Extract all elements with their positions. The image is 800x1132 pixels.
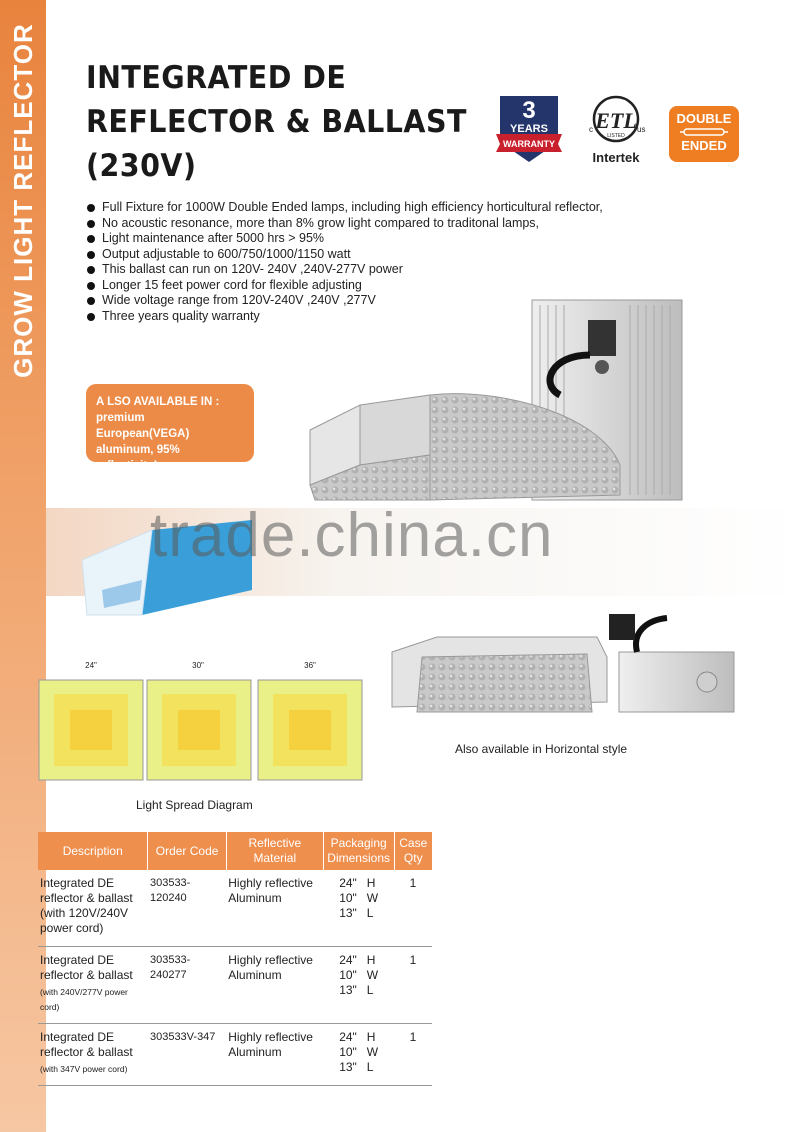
row-case-qty: 1 xyxy=(394,1024,432,1086)
warranty-number: 3 xyxy=(522,97,536,124)
vertical-fixture-image xyxy=(300,295,700,510)
promo-line-1: A LSO AVAILABLE IN : premium xyxy=(96,396,220,424)
feature-item: Longer 15 feet power cord for flexible adjusting xyxy=(86,278,603,294)
feature-item: Light maintenance after 5000 hrs > 95% xyxy=(86,231,603,247)
feature-item: No acoustic resonance, more than 8% grow light compared to traditonal lamps, xyxy=(86,216,603,232)
horizontal-style-caption: Also available in Horizontal style xyxy=(455,742,628,756)
double-ended-line-1: DOUBLE xyxy=(676,111,732,126)
table-row xyxy=(38,1024,432,1086)
row-order-code: 303533-120240 xyxy=(148,870,226,947)
header-order-code: Order Code xyxy=(148,832,226,870)
header-description: Description xyxy=(38,832,148,870)
row-description: Integrated DE reflector & ballast (with 240V/277V power cord) xyxy=(38,947,148,1024)
row-case-qty: 1 xyxy=(394,870,432,947)
lamp-icon xyxy=(680,127,728,137)
row-order-code: 303533-240277 xyxy=(148,947,226,1024)
side-label: GROW LIGHT REFLECTOR xyxy=(7,22,38,378)
row-dimensions: 24" 10" 13" H W L xyxy=(323,947,394,1024)
title-line-2: REFLECTOR & BALLAST xyxy=(86,104,467,140)
promo-line-3: reflectivity! xyxy=(96,460,158,472)
row-description: Integrated DE reflector & ballast (with 120V/240V power cord) xyxy=(38,870,148,947)
promo-line-2: European(VEGA) aluminum, 95% xyxy=(96,428,190,456)
double-ended-badge xyxy=(669,106,739,162)
spread-size-36: 36" xyxy=(304,661,316,670)
horizontal-fixture-image xyxy=(387,612,747,722)
row-order-code: 303533V-347 xyxy=(148,1024,226,1086)
watermark: trade.china.cn xyxy=(150,501,554,570)
table-header-row xyxy=(38,832,432,870)
double-ended-line-2: ENDED xyxy=(681,138,727,153)
table-row xyxy=(38,947,432,1024)
header-material: Reflective Material xyxy=(226,832,323,870)
promo-box xyxy=(86,384,254,472)
light-spread-caption: Light Spread Diagram xyxy=(136,798,253,812)
feature-item: Full Fixture for 1000W Double Ended lamps, including high efficiency horticultural reflector, xyxy=(86,200,603,216)
etl-intertek: Intertek xyxy=(592,150,640,165)
feature-item: This ballast can run on 120V- 240V ,240V-277V power xyxy=(86,262,603,278)
table-row xyxy=(38,870,432,947)
title-line-1: INTEGRATED DE xyxy=(86,60,347,96)
etl-listed-badge xyxy=(585,92,647,170)
row-description: Integrated DE reflector & ballast (with 347V power cord) xyxy=(38,1024,148,1086)
row-material: Highly reflective Aluminum xyxy=(226,1024,323,1086)
etl-c: c xyxy=(589,125,593,134)
row-dimensions: 24" 10" 13" H W L xyxy=(323,870,394,947)
light-spread-diagram xyxy=(36,660,366,790)
spread-grid-30 xyxy=(147,680,251,780)
etl-listed: LISTED xyxy=(607,133,625,139)
feature-item: Three years quality warranty xyxy=(86,309,603,325)
header-case-qty: Case Qty xyxy=(394,832,432,870)
header-packaging: Packaging Dimensions xyxy=(323,832,394,870)
etl-us: us xyxy=(637,125,646,134)
spec-table xyxy=(38,832,432,1086)
row-material: Highly reflective Aluminum xyxy=(226,870,323,947)
feature-item: Wide voltage range from 120V-240V ,240V ,277V xyxy=(86,293,603,309)
warranty-badge xyxy=(494,92,564,172)
row-material: Highly reflective Aluminum xyxy=(226,947,323,1024)
row-case-qty: 1 xyxy=(394,947,432,1024)
feature-item: Output adjustable to 600/750/1000/1150 watt xyxy=(86,247,603,263)
warranty-years: YEARS xyxy=(510,123,548,135)
svg-text:ETL: ETL xyxy=(595,108,637,133)
spread-grid-24 xyxy=(39,680,143,780)
spread-grid-36 xyxy=(258,680,362,780)
title-line-3: (230V) xyxy=(86,148,197,184)
page-title xyxy=(86,56,467,188)
row-dimensions: 24" 10" 13" H W L xyxy=(323,1024,394,1086)
spread-size-30: 30" xyxy=(192,661,204,670)
spread-size-24: 24" xyxy=(85,661,97,670)
warranty-label: WARRANTY xyxy=(503,139,555,149)
